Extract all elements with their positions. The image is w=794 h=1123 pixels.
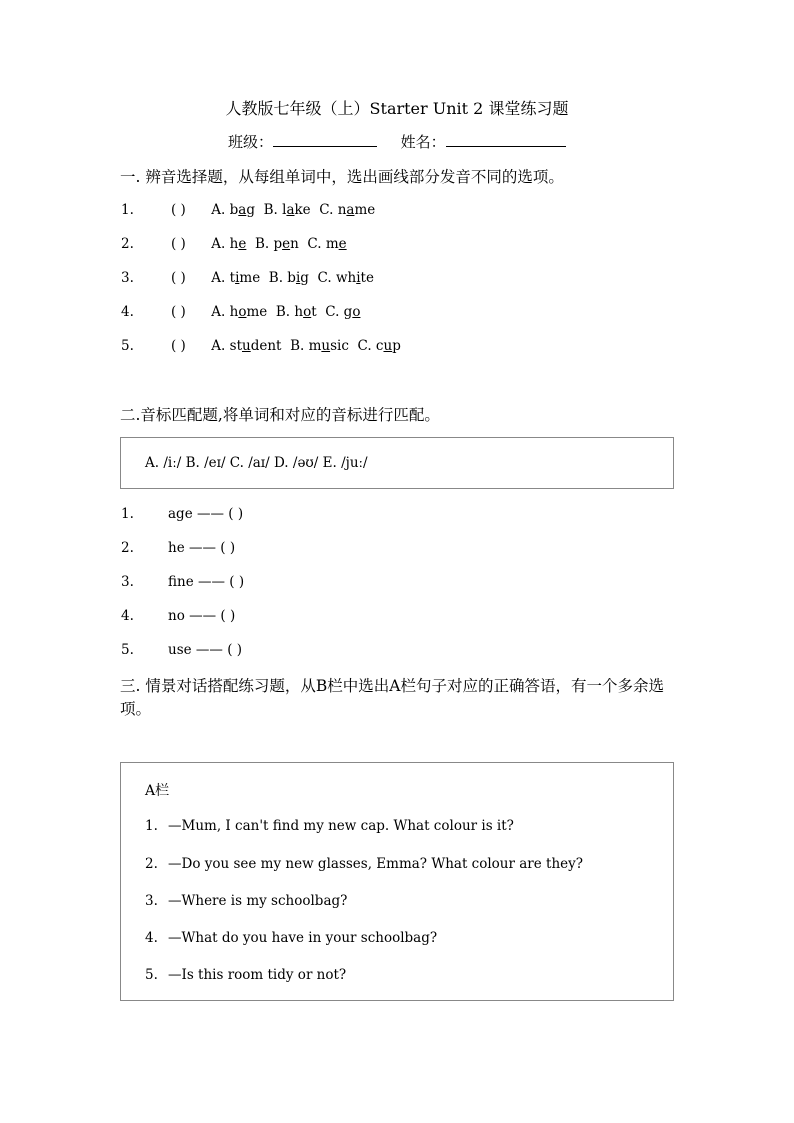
phonetics-options: A. /iː/ B. /eɪ/ C. /aɪ/ D. /əʊ/ E. /juː/: [145, 455, 368, 471]
s2-item-3: 3. fine —— ( ): [121, 574, 245, 590]
s1-question-4: 4. ( ) A. home B. hot C. go: [121, 304, 361, 320]
s2-item-4: 4. no —— ( ): [121, 608, 236, 624]
s2-item-5: 5. use —— ( ): [121, 642, 243, 658]
answer-paren[interactable]: ( ): [171, 236, 186, 252]
page-title: 人教版七年级（上）Starter Unit 2 课堂练习题: [225, 99, 569, 118]
s3-item-2: 2. —Do you see my new glasses, Emma? What colour are they?: [145, 856, 583, 872]
answer-paren[interactable]: ( ): [171, 270, 186, 286]
s1-question-5: 5. ( ) A. student B. music C. cup: [121, 338, 401, 354]
column-a-box: [120, 762, 674, 1001]
name-blank[interactable]: [446, 132, 566, 147]
answer-paren[interactable]: ( ): [171, 304, 186, 320]
answer-paren[interactable]: ( ): [171, 202, 186, 218]
s1-question-3: 3. ( ) A. time B. big C. white: [121, 270, 374, 286]
s1-question-2: 2. ( ) A. he B. pen C. me: [121, 236, 347, 252]
s3-item-3: 3. —Where is my schoolbag?: [145, 893, 348, 909]
s3-item-5: 5. —Is this room tidy or not?: [145, 967, 347, 983]
class-blank[interactable]: [273, 132, 377, 147]
s1-question-1: 1. ( ) A. bag B. lake C. name: [121, 202, 376, 218]
section2-heading: 二.音标匹配题,将单词和对应的音标进行匹配。: [120, 406, 440, 424]
answer-paren[interactable]: ( ): [171, 338, 186, 354]
section3-heading: 三. 情景对话搭配练习题，从B栏中选出A栏句子对应的正确答语，有一个多余选项。: [120, 677, 664, 718]
s3-item-1: 1. —Mum, I can't find my new cap. What colour is it?: [145, 818, 514, 834]
section1-heading: 一. 辨音选择题，从每组单词中，选出画线部分发音不同的选项。: [120, 168, 564, 186]
name-label: 姓名：: [400, 133, 446, 151]
column-a-title: A栏: [145, 783, 170, 799]
s2-item-2: 2. he —— ( ): [121, 540, 236, 556]
student-info-line: [228, 131, 566, 152]
class-label: 班级：: [228, 133, 274, 151]
s2-item-1: 1. age —— ( ): [121, 506, 244, 522]
s3-item-4: 4. —What do you have in your schoolbag?: [145, 930, 438, 946]
